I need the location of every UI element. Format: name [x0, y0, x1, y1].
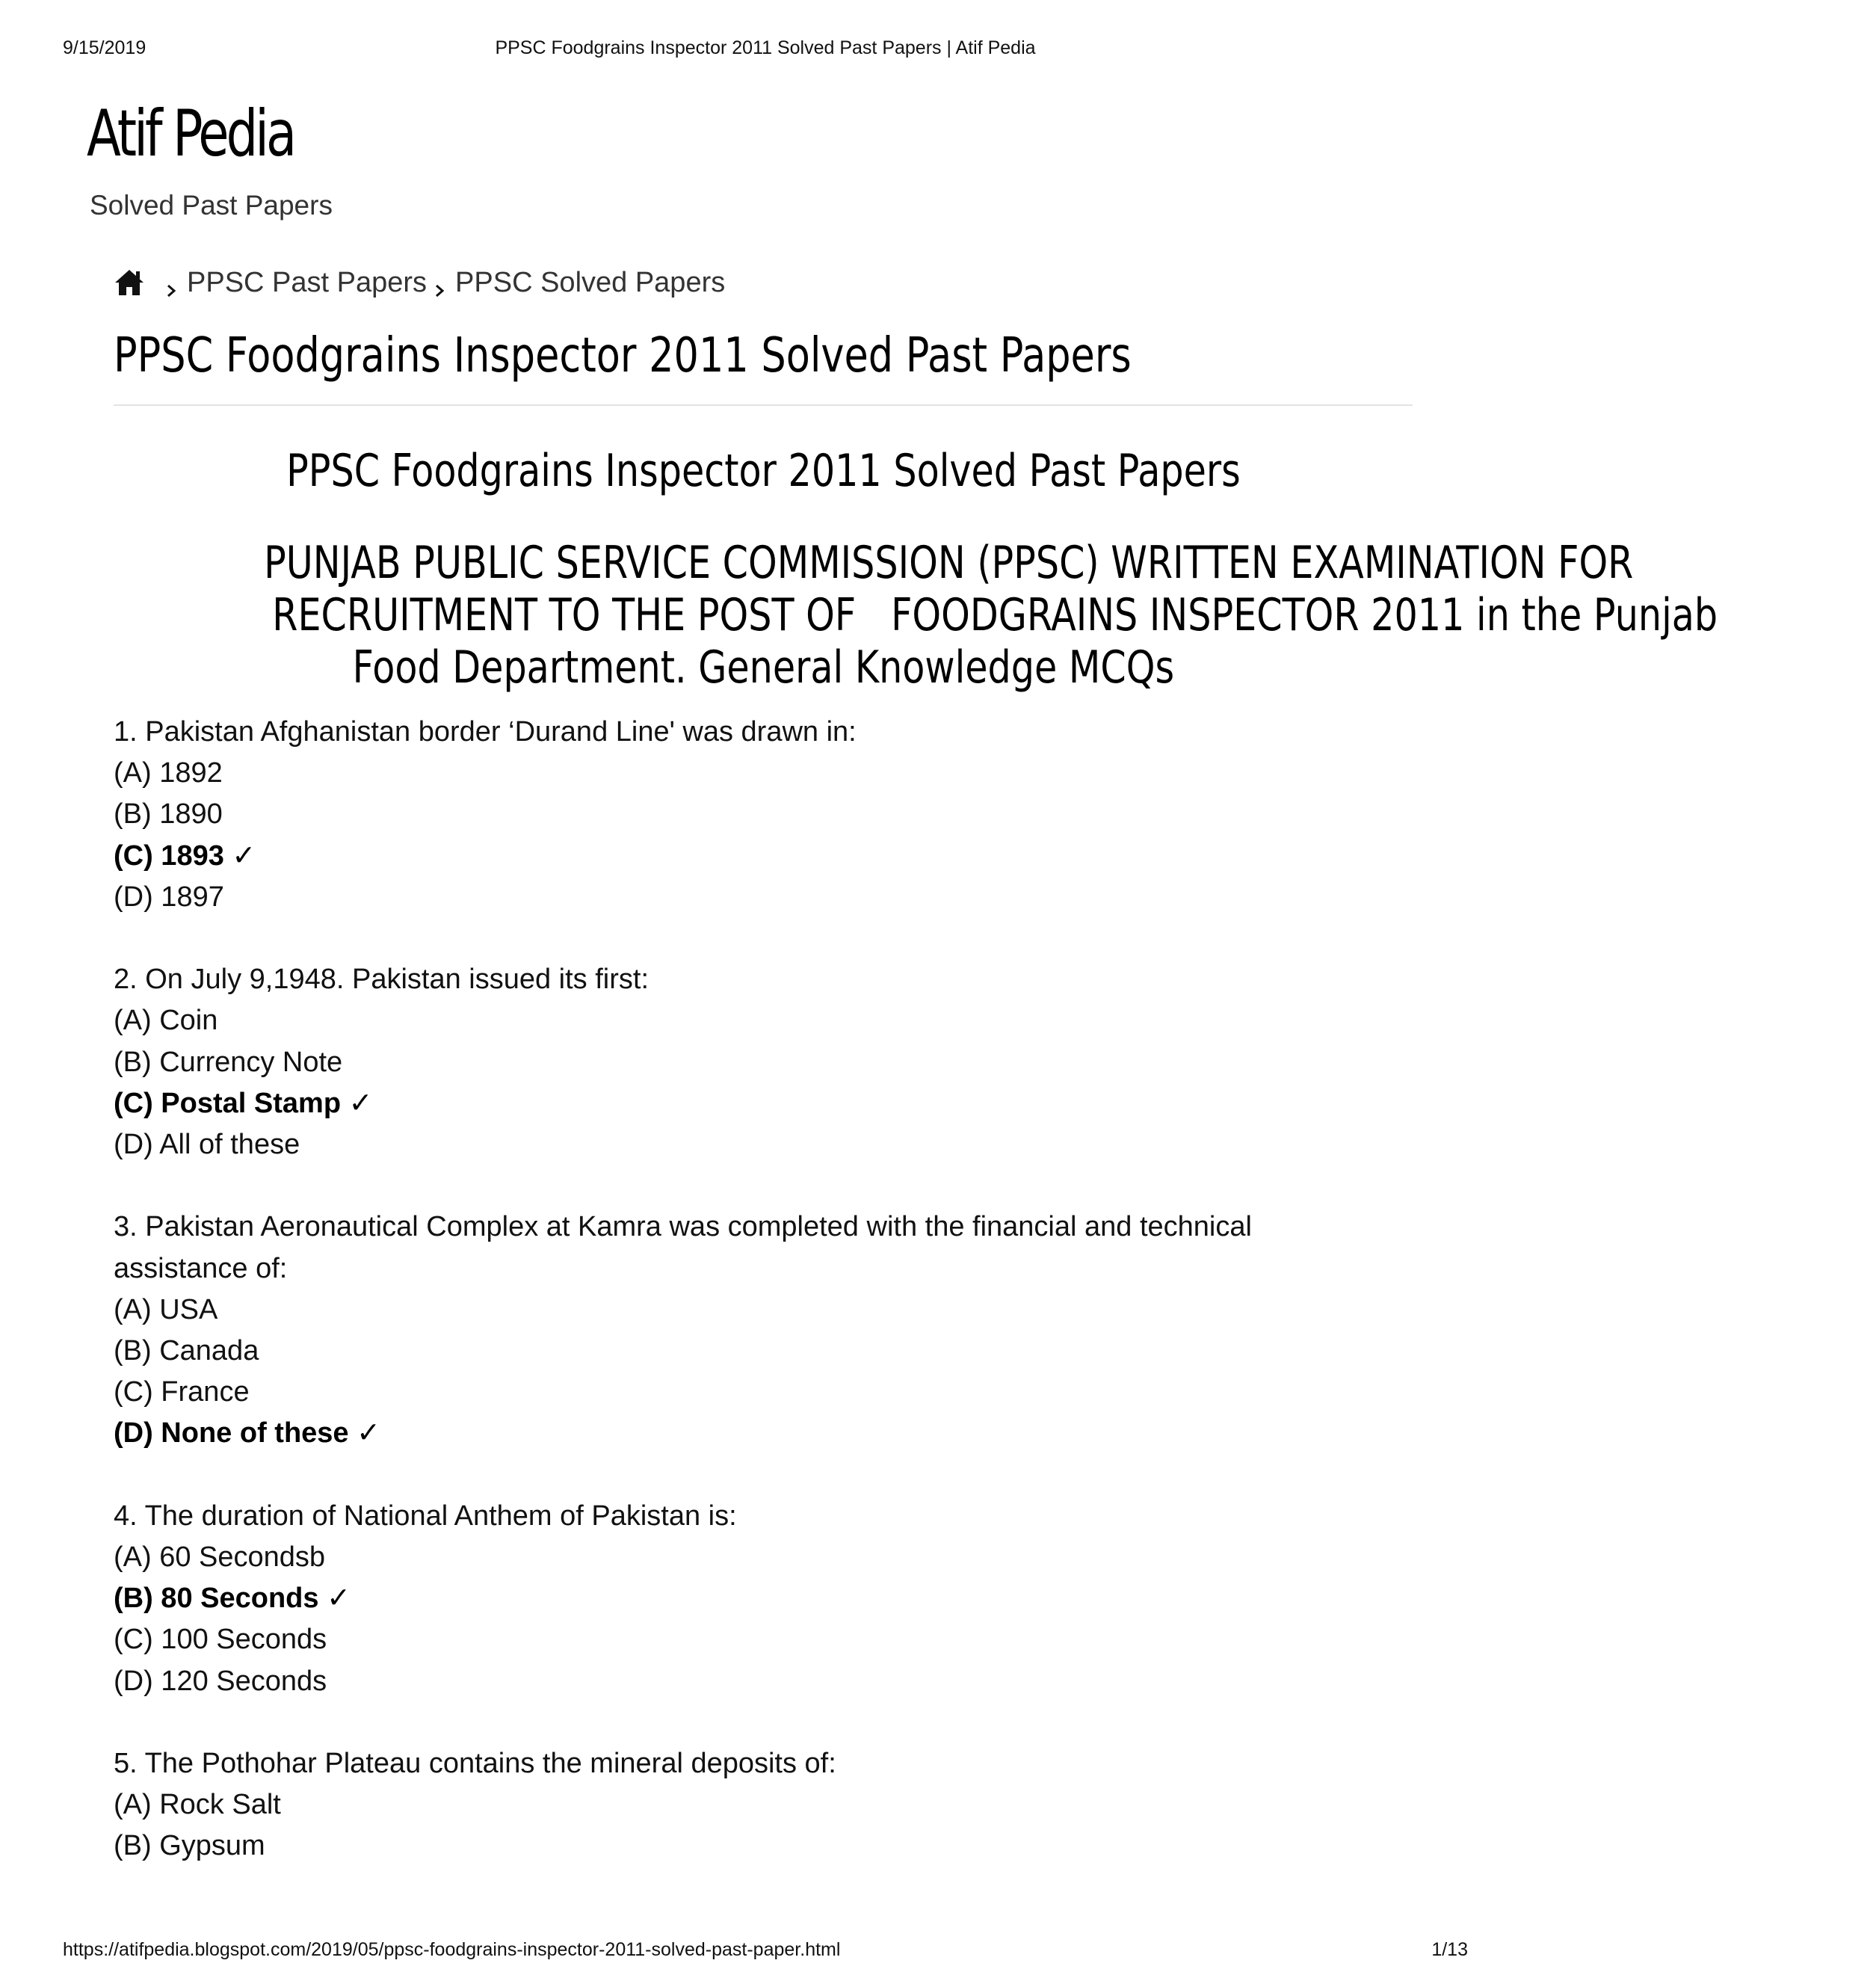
correct-answer-option: (D) None of these ✓ — [114, 1417, 380, 1449]
article-heading — [114, 445, 1413, 497]
chevron-right-icon — [163, 274, 179, 291]
correct-answer-option: (C) Postal Stamp ✓ — [114, 1087, 373, 1119]
site-subtitle: Solved Past Papers — [90, 190, 333, 221]
answer-option: (C) 100 Seconds — [114, 1624, 327, 1656]
correct-answer-option: (C) 1893 ✓ — [114, 839, 256, 872]
chevron-right-icon — [431, 274, 448, 291]
page-url: https://atifpedia.blogspot.com/2019/05/ppsc-foodgrains-inspector-2011-solved-past-paper.html — [63, 1939, 841, 1960]
question-text: 4. The duration of National Anthem of Pakistan is: — [114, 1500, 737, 1532]
answer-option: (D) 1897 — [114, 881, 224, 913]
answer-option: (D) 120 Seconds — [114, 1665, 327, 1697]
question-item — [114, 712, 1413, 918]
correct-answer-option: (B) 80 Seconds ✓ — [114, 1583, 351, 1615]
question-text: 1. Pakistan Afghanistan border ‘Durand Line' was drawn in: — [114, 716, 857, 748]
mcq-list — [114, 712, 1413, 1908]
post-title: PPSC Foodgrains Inspector 2011 Solved Past Papers — [114, 328, 1132, 383]
subheading-line: Food Department. General Knowledge MCQs — [352, 641, 1174, 694]
answer-option: (A) 60 Secondsb — [114, 1541, 326, 1574]
subheading-line: RECRUITMENT TO THE POST OF FOODGRAINS INSPECTOR 2011 in the Punjab — [272, 589, 1718, 641]
answer-option: (A) 1892 — [114, 757, 223, 789]
answer-option: (B) Gypsum — [114, 1830, 265, 1862]
answer-option: (A) Coin — [114, 1005, 218, 1037]
answer-option: (A) Rock Salt — [114, 1789, 281, 1821]
breadcrumb-item-ppsc-solved-papers[interactable]: PPSC Solved Papers — [455, 266, 726, 298]
answer-option: (A) USA — [114, 1293, 218, 1325]
article-subheading — [114, 537, 1718, 694]
answer-option: (C) France — [114, 1376, 250, 1408]
breadcrumb-item-ppsc-past-papers[interactable]: PPSC Past Papers — [187, 266, 428, 298]
print-document-title: PPSC Foodgrains Inspector 2011 Solved Past Papers | Atif Pedia — [495, 37, 1036, 58]
answer-option: (B) Currency Note — [114, 1046, 343, 1078]
site-title[interactable]: Atif Pedia — [87, 96, 294, 171]
question-text: 2. On July 9,1948. Pakistan issued its first: — [114, 964, 649, 996]
page-number: 1/13 — [1431, 1939, 1468, 1960]
home-icon[interactable] — [114, 268, 145, 298]
question-text: 5. The Pothohar Plateau contains the mineral deposits of: — [114, 1748, 836, 1780]
subheading-line: PUNJAB PUBLIC SERVICE COMMISSION (PPSC) WRITTEN EXAMINATION FOR — [264, 537, 1634, 589]
question-text: 3. Pakistan Aeronautical Complex at Kamra was completed with the financial and technical assistance of: — [114, 1211, 1252, 1284]
title-divider — [114, 404, 1413, 406]
answer-option: (B) Canada — [114, 1335, 259, 1367]
question-item — [114, 1207, 1413, 1454]
answer-option: (B) 1890 — [114, 798, 223, 831]
answer-option: (D) All of these — [114, 1129, 300, 1161]
question-item — [114, 959, 1413, 1165]
print-header — [63, 37, 1468, 64]
print-date: 9/15/2019 — [63, 37, 146, 58]
article-heading-text: PPSC Foodgrains Inspector 2011 Solved Past Papers — [286, 445, 1241, 497]
question-item — [114, 1496, 1413, 1702]
question-item — [114, 1743, 1413, 1867]
breadcrumb — [114, 263, 725, 302]
